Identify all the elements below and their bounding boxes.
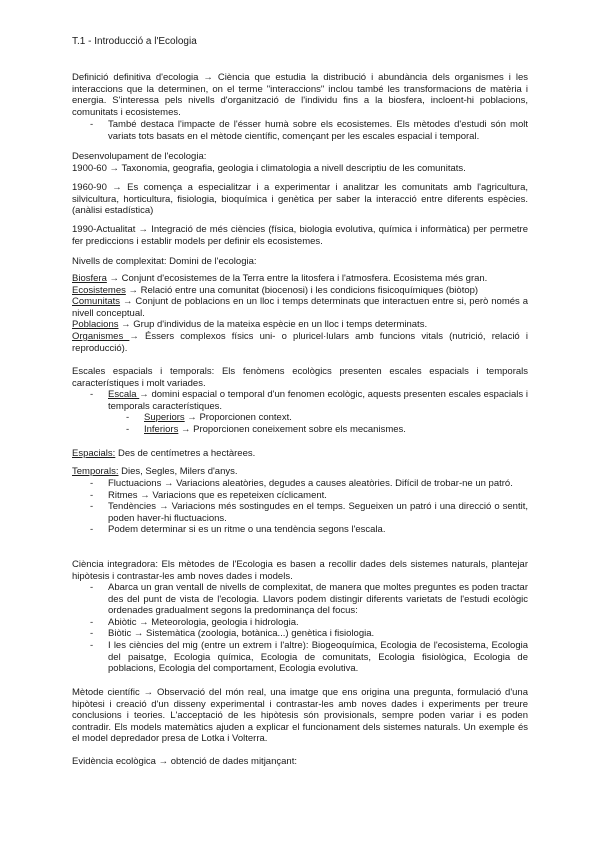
level-communities	[72, 296, 528, 319]
level-ecosystems	[72, 285, 528, 297]
term: Organismes	[72, 330, 130, 342]
temporal-list	[72, 478, 528, 536]
term: Temporals:	[72, 466, 119, 477]
definition: → Conjunt d'ecosistemes de la Terra entre la litosfera i l'atmosfera. Ecosistema més gran.	[106, 273, 488, 284]
list-item-text: I les ciències del mig (entre un extrem i l'altre): Biogeoquímica, Ecologia de l'ecosistema, Ecologia del paisatge, Ecologia química, Ecologia de comunitats, Ecologia fisiològica, Ecologia de poblacions, Ecologia del comportament, Ecologia evolutiva.	[108, 639, 528, 675]
scientific-method-paragraph: Mètode científic → Observació del món real, una imatge que ens origina una pregunta, formulació d'una hipòtesi i creació d'un disseny experimental i contrastar-les amb noves dades i experiments per treure conclusions i teories. L'acceptació de les hipòtesis són provisionals, sempre poden variar i es poden contradir. Els models matemàtics ajuden a explicar el funcionament dels sistemes naturals. Un exemple és el model depredador presa de Lotka i Volterra.	[72, 687, 528, 745]
definition: → domini espacial o temporal d'un fenomen ecològic, aquests presenten escales espacials i temporals característiques.	[108, 389, 528, 412]
spatial-scales	[72, 448, 528, 460]
list-item-text: Fluctuacions → Variacions aleatòries, degudes a causes aleatòries. Difícil de trobar-ne un patró.	[108, 478, 513, 489]
level-biosphere	[72, 273, 528, 285]
development-1990: 1990-Actualitat → Integració de més ciències (física, biologia evolutiva, química i informàtica) per permetre fer prediccions i establir models per definir els ecosistemes.	[72, 224, 528, 247]
scales-intro: Escales espacials i temporals: Els fenòmens ecològics presenten escales espacials i temporals característiques i molt variades.	[72, 366, 528, 389]
list-item-text: Abarca un gran ventall de nivells de complexitat, de manera que moltes preguntes es poden tractar des del punt de vista de l'ecologia. Llavors podem distingir diferents varietats de l'estudi ecològic ordenades gradualment segons la predominança del focus:	[108, 582, 528, 617]
development-1900: 1900-60 → Taxonomia, geografia, geologia i climatologia a nivell descriptiu de les comunitats.	[72, 163, 466, 174]
term: Escala	[108, 389, 140, 400]
integrative-list	[72, 582, 528, 675]
definition: → Éssers complexos físics uni- o pluricel·lulars amb funcions vitals (nutrició, relació i reproducció).	[72, 330, 528, 354]
term: Comunitats	[72, 296, 121, 308]
list-item	[72, 617, 528, 629]
term: Espacials:	[72, 448, 116, 459]
integrative-science-intro: Ciència integradora: Els mètodes de l'Ecologia es basen a recollir dades dels sistemes naturals, plantejar hipòtesis i contrastar-les amb noves dades i models.	[72, 559, 528, 582]
bullet-marker: -	[90, 616, 94, 628]
section-heading-levels: Nivells de complexitat: Domini de l'ecologia:	[72, 256, 257, 267]
list-item	[72, 490, 528, 502]
level-organisms	[72, 331, 528, 354]
development-1960: 1960-90 → Es comença a especialitzar i a experimentar i analitzar les comunitats amb l'agricultura, silvicultura, horticultura, fisiologia, bioquímica i genètica per saber la interacció entre diferents espècies. (anàlisi estadística)	[72, 182, 528, 217]
definition-paragraph: Definició definitiva d'ecologia → Ciència que estudia la distribució i abundància dels organismes i les interaccions que la determinen, on el terme "interaccions" inclou també les transformacions de matèria i energia. S'interessa pels nivells d'organització de l'individu fins a la biosfera, incloent-hi poblacions, comunitats i ecosistemes.	[72, 72, 528, 118]
scale-definition	[108, 389, 528, 412]
bullet-marker: -	[90, 389, 94, 400]
document-title: T.1 - Introducció a l'Ecologia	[72, 36, 197, 47]
definition: Dies, Segles, Milers d'anys.	[118, 466, 238, 477]
section-heading-development: Desenvolupament de l'ecologia:	[72, 151, 207, 162]
list-item-text: Biòtic → Sistemàtica (zoologia, botànica...) genètica i fisiologia.	[108, 628, 375, 640]
list-item-text: Ritmes → Variacions que es repeteixen cíclicament.	[108, 489, 327, 501]
bullet-marker: -	[90, 639, 94, 651]
scales-list	[72, 389, 528, 435]
definition: → Conjunt de poblacions en un lloc i temps determinats que interactuen entre si, però només a nivell conceptual.	[72, 296, 528, 319]
term: Biosfera	[72, 273, 107, 284]
bullet-marker: -	[90, 524, 94, 536]
bullet-marker: -	[126, 423, 130, 435]
bullet-marker: -	[90, 501, 94, 513]
list-item-text: Tendències → Variacions més sostingudes en el temps. Segueixen un patró i una direcció o sentit, poden haver-hi fluctuacions.	[108, 501, 528, 524]
list-item	[72, 640, 528, 675]
bullet-marker: -	[90, 582, 94, 593]
term: Superiors	[144, 412, 185, 424]
ecological-evidence: Evidència ecològica → obtenció de dades mitjançant:	[72, 756, 297, 767]
list-item	[72, 478, 528, 490]
term: Poblacions	[72, 319, 119, 331]
bullet-marker: -	[90, 119, 94, 130]
definition: → Grup d'individus de la mateixa espècie en un lloc i temps determinats.	[118, 319, 428, 331]
list-item	[72, 501, 528, 524]
definition: Des de centímetres a hectàrees.	[115, 448, 256, 459]
bullet-text: També destaca l'impacte de l'ésser humà sobre els ecosistemes. Els mètodes d'estudi són molt variats tots basats en el mètode científic, començant per les escales espacial i temporal.	[108, 119, 528, 142]
list-item	[72, 582, 528, 617]
definition: → Proporcionen coneixement sobre els mecanismes.	[178, 423, 406, 435]
definition-bullet	[72, 119, 528, 142]
scale-superior	[144, 412, 528, 424]
term: Ecosistemes	[72, 284, 126, 296]
temporal-scales	[72, 466, 528, 478]
definition: → Relació entre una comunitat (biocenosi) i les condicions fisicoquímiques (biòtop)	[125, 284, 479, 296]
bullet-marker: -	[90, 628, 94, 640]
bullet-marker: -	[126, 412, 130, 424]
list-item-text: Podem determinar si es un ritme o una tendència segons l'escala.	[108, 524, 386, 536]
bullet-marker: -	[90, 489, 94, 501]
scale-inferior	[144, 424, 528, 436]
list-item	[72, 628, 528, 640]
levels-list	[72, 273, 528, 354]
level-populations	[72, 319, 528, 331]
list-item	[72, 524, 528, 536]
bullet-marker: -	[90, 478, 94, 489]
list-item-text: Abiòtic → Meteorologia, geologia i hidrologia.	[108, 616, 299, 628]
definition: → Proporcionen context.	[184, 412, 292, 424]
term: Inferiors	[144, 423, 179, 435]
